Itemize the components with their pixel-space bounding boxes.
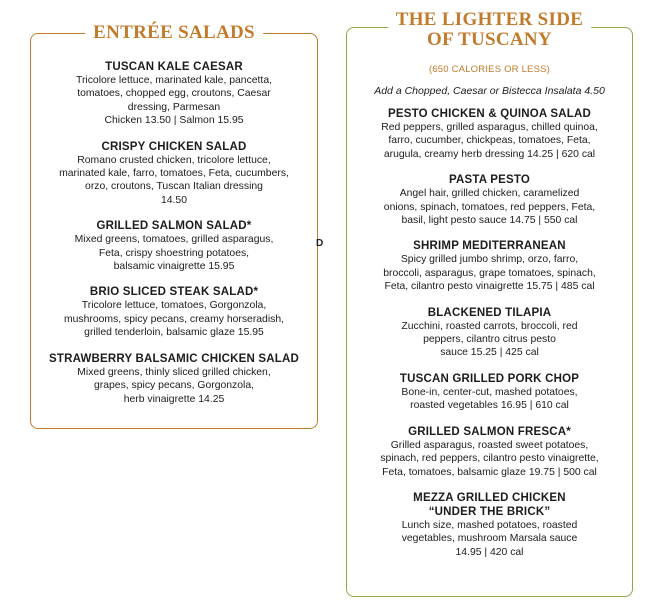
menu-item-description xyxy=(347,519,632,559)
menu-item-description-line: grilled tenderloin, balsamic glaze 15.95 xyxy=(84,327,264,339)
menu-item-description-line: dressing, Parmesan xyxy=(127,101,221,113)
menu-item-description-line: Zucchini, roasted carrots, broccoli, red xyxy=(401,320,578,332)
menu-item-description-line: grapes, spicy pecans, Gorgonzola, xyxy=(94,380,254,392)
menu-item-description xyxy=(31,366,317,406)
addon-note: Add a Chopped, Caesar or Bistecca Insalata 4.50 xyxy=(374,85,605,97)
menu-item xyxy=(347,306,632,360)
menu-item xyxy=(31,219,317,273)
menu-item-description-line: Feta, cilantro pesto vinaigrette 15.75 | 485 cal xyxy=(384,281,595,293)
menu-item-description-line: balsamic vinaigrette 15.95 xyxy=(113,261,235,273)
menu-item-description xyxy=(31,154,317,208)
menu-item-name: STRAWBERRY BALSAMIC CHICKEN SALAD xyxy=(48,352,300,365)
menu-item-name: TUSCAN KALE CAESAR xyxy=(105,61,243,73)
menu-item-description-line: farro, cucumber, chickpeas, tomatoes, Feta, xyxy=(388,135,591,147)
menu-item-description-line: 14.95 | 420 cal xyxy=(455,546,524,558)
menu-item-description-line: Lunch size, mashed potatoes, roasted xyxy=(401,519,578,531)
entree-salads-list xyxy=(31,34,317,406)
menu-item xyxy=(347,239,632,293)
menu-item xyxy=(347,372,632,413)
entree-salads-panel xyxy=(30,22,318,429)
stray-letter: D xyxy=(316,238,324,249)
menu-item-description xyxy=(31,299,317,339)
lighter-side-panel xyxy=(346,9,633,597)
menu-item-description-line: sauce 15.25 | 425 cal xyxy=(440,347,539,359)
menu-item-description-line: onions, spinach, tomatoes, red peppers, Feta, xyxy=(383,201,596,213)
calorie-note: (650 CALORIES OR LESS) xyxy=(428,64,551,75)
menu-item-description-line: Tricolore lettuce, marinated kale, pancetta, xyxy=(76,75,272,86)
menu-item-name: GRILLED SALMON SALAD* xyxy=(96,220,252,233)
menu-item-name: SHRIMP MEDITERRANEAN xyxy=(413,240,566,253)
menu-item-description-line: 14.50 xyxy=(160,194,187,206)
menu-item-description-line: Chicken 13.50 | Salmon 15.95 xyxy=(104,115,244,127)
menu-item xyxy=(347,425,632,479)
menu-item-description-line: Mixed greens, thinly sliced grilled chicken, xyxy=(77,366,271,378)
menu-item xyxy=(347,173,632,227)
menu-item-description-line: tomatoes, chopped egg, croutons, Caesar xyxy=(77,88,271,100)
menu-item-description-line: basil, light pesto sauce 14.75 | 550 cal xyxy=(401,215,578,227)
menu-item-description-line: marinated kale, farro, tomatoes, Feta, cucumbers, xyxy=(59,168,289,180)
menu-item-description xyxy=(347,386,632,413)
menu-item-description-line: Red peppers, grilled asparagus, chilled quinoa, xyxy=(381,122,598,133)
menu-item-description-line: Angel hair, grilled chicken, caramelized xyxy=(399,188,580,200)
menu-item-description-line: spinach, red peppers, cilantro pesto vinaigrette, xyxy=(380,453,599,465)
menu-item xyxy=(347,491,632,559)
menu-item xyxy=(31,140,317,208)
entree-salads-title: ENTRÉE SALADS xyxy=(85,22,263,44)
menu-item-name-line2: “UNDER THE BRICK” xyxy=(428,505,551,518)
menu-item-name: BRIO SLICED STEAK SALAD* xyxy=(89,286,259,299)
menu-item-description xyxy=(31,233,317,273)
menu-item-description-line: peppers, cilantro citrus pesto xyxy=(423,334,556,346)
menu-item-name: GRILLED SALMON FRESCA* xyxy=(408,425,571,438)
menu-item-description-line: Bone-in, center-cut, mashed potatoes, xyxy=(401,386,578,398)
menu-item-description xyxy=(347,439,632,479)
menu-item xyxy=(347,107,632,161)
menu-item-description-line: Romano crusted chicken, tricolore lettuce, xyxy=(77,154,271,166)
menu-item-name: PASTA PESTO xyxy=(448,174,530,187)
menu-item-description xyxy=(347,187,632,227)
menu-item-description xyxy=(347,320,632,360)
menu-item-description-line: herb vinaigrette 14.25 xyxy=(123,393,225,405)
menu-item-description-line: broccoli, asparagus, grape tomatoes, spinach, xyxy=(383,267,596,279)
menu-item-name: TUSCAN GRILLED PORK CHOP xyxy=(399,372,580,385)
menu-item-name: PESTO CHICKEN & QUINOA SALAD xyxy=(387,108,592,120)
menu-item-description-line: Feta, tomatoes, balsamic glaze 19.75 | 500 cal xyxy=(382,466,597,478)
menu-item-description xyxy=(347,253,632,293)
menu-item-description xyxy=(347,121,632,161)
menu-item-name: CRISPY CHICKEN SALAD xyxy=(101,140,247,153)
menu-item-description-line: orzo, croutons, Tuscan Italian dressing xyxy=(85,181,263,193)
menu-item-description-line: roasted vegetables 16.95 | 610 cal xyxy=(410,400,569,412)
menu-item xyxy=(31,60,317,128)
menu-item-description-line: Mixed greens, tomatoes, grilled asparagus, xyxy=(74,234,274,246)
menu-item-name: MEZZA GRILLED CHICKEN xyxy=(413,491,566,504)
menu-item-name: BLACKENED TILAPIA xyxy=(427,306,552,319)
lighter-side-list xyxy=(347,97,632,559)
menu-item-description-line: Spicy grilled jumbo shrimp, orzo, farro, xyxy=(400,254,579,266)
lighter-side-title xyxy=(388,10,591,50)
menu-item-description-line: Tricolore lettuce, tomatoes, Gorgonzola, xyxy=(81,300,267,312)
menu-item-description-line: Feta, crispy shoestring potatoes, xyxy=(98,247,250,259)
menu-item-description-line: mushrooms, spicy pecans, creamy horseradish, xyxy=(63,313,285,325)
menu-item-description xyxy=(31,74,317,128)
menu-item-description-line: Grilled asparagus, roasted sweet potatoes, xyxy=(390,439,589,451)
menu-item-description-line: arugula, creamy herb dressing 14.25 | 620 cal xyxy=(383,148,596,160)
lighter-side-title-line2: OF TUSCANY xyxy=(427,29,552,50)
lighter-side-title-line1: THE LIGHTER SIDE xyxy=(395,9,584,30)
menu-item xyxy=(31,285,317,339)
menu-item-description-line: vegetables, mushroom Marsala sauce xyxy=(401,533,578,545)
menu-item xyxy=(31,352,317,406)
